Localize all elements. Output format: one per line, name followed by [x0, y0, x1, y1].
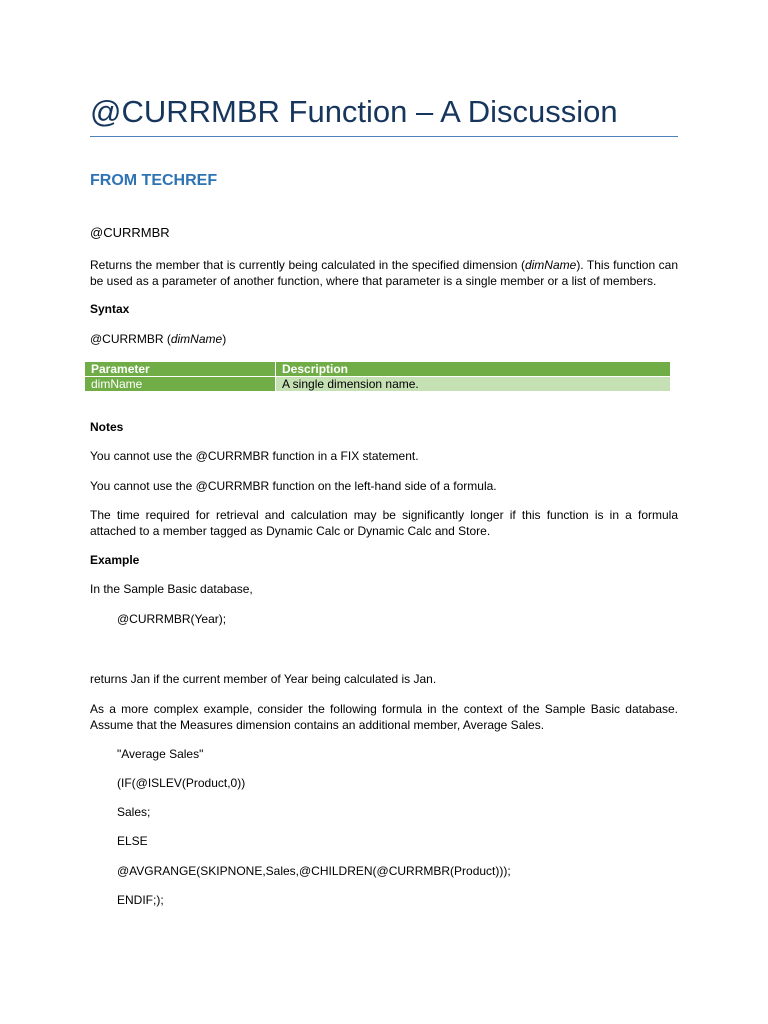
code-line: Sales;	[117, 805, 151, 819]
example-code: @CURRMBR(Year);	[117, 612, 227, 626]
syntax-heading: Syntax	[90, 302, 130, 316]
complex-example-intro: As a more complex example, consider the following formula in the context of the Sample Basic database. Assume that the Measures dimension contains an additional member, Average Sales.	[90, 702, 678, 732]
function-description: Returns the member that is currently being calculated in the specified dimension (dimName). This function can be used as a parameter of another function, where that parameter is a single member or a list of members.	[90, 258, 678, 288]
table-header-row	[85, 362, 671, 377]
notes-heading: Notes	[90, 420, 124, 434]
example-result: returns Jan if the current member of Year being calculated is Jan.	[90, 672, 437, 686]
table-header-cell: Parameter	[85, 362, 276, 377]
note-item: The time required for retrieval and calculation may be significantly longer if this function is in a formula attached to a member tagged as Dynamic Calc or Dynamic Calc and Store.	[90, 508, 678, 538]
code-line: "Average Sales"	[117, 747, 204, 761]
function-name: @CURRMBR	[90, 225, 170, 240]
example-heading: Example	[90, 553, 140, 567]
syntax-line: @CURRMBR (dimName)	[90, 332, 227, 346]
table-cell: dimName	[85, 377, 276, 392]
code-line: (IF(@ISLEV(Product,0))	[117, 776, 246, 790]
table-header-cell: Description	[276, 362, 671, 377]
note-item: You cannot use the @CURRMBR function in a FIX statement.	[90, 449, 419, 463]
code-line: @AVGRANGE(SKIPNONE,Sales,@CHILDREN(@CURRMBR(Product)));	[117, 864, 511, 878]
document-title: @CURRMBR Function – A Discussion	[90, 94, 618, 129]
code-line: ENDIF;);	[117, 893, 164, 907]
description-param: dimName	[524, 258, 577, 272]
parameter-table	[84, 361, 671, 392]
table-cell: A single dimension name.	[276, 377, 671, 392]
section-heading: FROM TECHREF	[90, 172, 218, 189]
example-intro: In the Sample Basic database,	[90, 582, 253, 596]
title-underline	[90, 136, 678, 137]
code-line: ELSE	[117, 834, 148, 848]
syntax-param: dimName	[170, 332, 223, 346]
table-row	[85, 377, 671, 392]
note-item: You cannot use the @CURRMBR function on the left-hand side of a formula.	[90, 479, 497, 493]
